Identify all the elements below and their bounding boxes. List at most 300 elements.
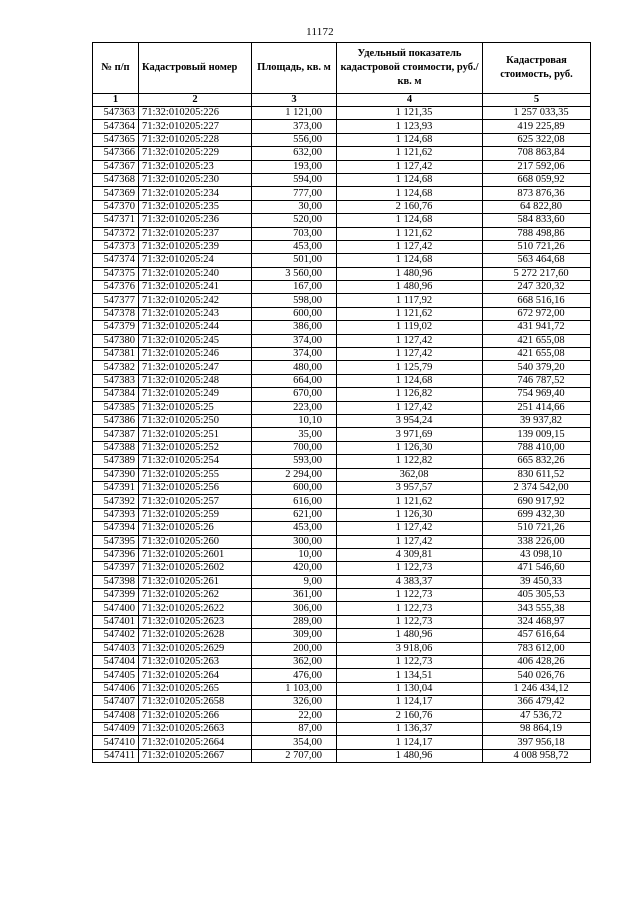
- cell-cadastral-number: 71:32:010205:234: [139, 187, 252, 200]
- cell-cadastral-number: 71:32:010205:246: [139, 348, 252, 361]
- table-row: [93, 615, 591, 628]
- cell-row-number: 547383: [93, 374, 139, 387]
- table-row: [93, 334, 591, 347]
- cell-unit-value: 1 124,17: [337, 696, 483, 709]
- cell-cadastral-value: 754 969,40: [483, 388, 591, 401]
- cell-row-number: 547372: [93, 227, 139, 240]
- table-row: [93, 267, 591, 280]
- cell-unit-value: 1 124,68: [337, 187, 483, 200]
- cell-unit-value: 4 383,37: [337, 575, 483, 588]
- table-row: [93, 441, 591, 454]
- cell-area: 361,00: [252, 589, 337, 602]
- cell-cadastral-value: 625 322,08: [483, 133, 591, 146]
- cell-cadastral-value: 540 379,20: [483, 361, 591, 374]
- cell-unit-value: 3 957,57: [337, 481, 483, 494]
- cell-area: 621,00: [252, 508, 337, 521]
- cell-area: 632,00: [252, 147, 337, 160]
- cell-row-number: 547387: [93, 428, 139, 441]
- cell-unit-value: 1 480,96: [337, 629, 483, 642]
- cell-unit-value: 1 127,42: [337, 348, 483, 361]
- table-row: [93, 307, 591, 320]
- cell-area: 193,00: [252, 160, 337, 173]
- cell-cadastral-value: 406 428,26: [483, 656, 591, 669]
- table-row: [93, 160, 591, 173]
- cell-row-number: 547364: [93, 120, 139, 133]
- cell-row-number: 547371: [93, 214, 139, 227]
- cell-area: 373,00: [252, 120, 337, 133]
- cell-cadastral-value: 421 655,08: [483, 348, 591, 361]
- cell-cadastral-value: 43 098,10: [483, 548, 591, 561]
- cell-area: 223,00: [252, 401, 337, 414]
- cell-unit-value: 1 122,73: [337, 589, 483, 602]
- cell-area: 289,00: [252, 615, 337, 628]
- cell-row-number: 547388: [93, 441, 139, 454]
- cell-area: 600,00: [252, 307, 337, 320]
- cell-area: 306,00: [252, 602, 337, 615]
- cell-unit-value: 1 119,02: [337, 321, 483, 334]
- cell-row-number: 547385: [93, 401, 139, 414]
- cell-cadastral-number: 71:32:010205:249: [139, 388, 252, 401]
- cell-cadastral-value: 397 956,18: [483, 736, 591, 749]
- column-number: 4: [337, 94, 483, 107]
- cell-area: 1 103,00: [252, 682, 337, 695]
- cell-row-number: 547368: [93, 173, 139, 186]
- cell-area: 22,00: [252, 709, 337, 722]
- cell-area: 35,00: [252, 428, 337, 441]
- table-row: [93, 481, 591, 494]
- header-area: Площадь, кв. м: [252, 43, 337, 94]
- cell-area: 2 294,00: [252, 468, 337, 481]
- table-row: [93, 495, 591, 508]
- table-row: [93, 133, 591, 146]
- cell-cadastral-number: 71:32:010205:235: [139, 200, 252, 213]
- table-row: [93, 401, 591, 414]
- cell-unit-value: 1 127,42: [337, 334, 483, 347]
- cell-row-number: 547366: [93, 147, 139, 160]
- cell-cadastral-value: 699 432,30: [483, 508, 591, 521]
- cell-row-number: 547377: [93, 294, 139, 307]
- cell-cadastral-value: 540 026,76: [483, 669, 591, 682]
- cell-cadastral-value: 39 937,82: [483, 414, 591, 427]
- table-row: [93, 147, 591, 160]
- cell-unit-value: 1 122,82: [337, 455, 483, 468]
- cell-cadastral-value: 431 941,72: [483, 321, 591, 334]
- cell-cadastral-number: 71:32:010205:248: [139, 374, 252, 387]
- cell-cadastral-value: 873 876,36: [483, 187, 591, 200]
- cell-area: 167,00: [252, 281, 337, 294]
- cell-unit-value: 1 124,68: [337, 133, 483, 146]
- cell-cadastral-value: 1 246 434,12: [483, 682, 591, 695]
- table-row: [93, 428, 591, 441]
- column-number-row: [93, 94, 591, 107]
- cell-area: 480,00: [252, 361, 337, 374]
- cell-cadastral-value: 139 009,15: [483, 428, 591, 441]
- cell-unit-value: 1 127,42: [337, 401, 483, 414]
- cell-area: 777,00: [252, 187, 337, 200]
- cell-row-number: 547400: [93, 602, 139, 615]
- cell-unit-value: 1 124,68: [337, 214, 483, 227]
- cell-unit-value: 1 134,51: [337, 669, 483, 682]
- cell-unit-value: 2 160,76: [337, 709, 483, 722]
- cell-row-number: 547401: [93, 615, 139, 628]
- table-row: [93, 548, 591, 561]
- cell-unit-value: 1 121,35: [337, 107, 483, 120]
- cell-area: 420,00: [252, 562, 337, 575]
- cell-row-number: 547396: [93, 548, 139, 561]
- cell-row-number: 547378: [93, 307, 139, 320]
- cell-unit-value: 1 121,62: [337, 227, 483, 240]
- table-row: [93, 709, 591, 722]
- cell-cadastral-number: 71:32:010205:2623: [139, 615, 252, 628]
- cell-cadastral-value: 746 787,52: [483, 374, 591, 387]
- cell-cadastral-number: 71:32:010205:254: [139, 455, 252, 468]
- table-row: [93, 508, 591, 521]
- cell-row-number: 547382: [93, 361, 139, 374]
- cell-unit-value: 362,08: [337, 468, 483, 481]
- cell-cadastral-number: 71:32:010205:256: [139, 481, 252, 494]
- cell-row-number: 547370: [93, 200, 139, 213]
- cell-area: 386,00: [252, 321, 337, 334]
- cell-unit-value: 1 122,73: [337, 656, 483, 669]
- cell-unit-value: 1 117,92: [337, 294, 483, 307]
- cell-area: 10,00: [252, 548, 337, 561]
- cell-cadastral-value: 563 464,68: [483, 254, 591, 267]
- cell-unit-value: 1 127,42: [337, 240, 483, 253]
- cell-cadastral-value: 366 479,42: [483, 696, 591, 709]
- cell-cadastral-value: 98 864,19: [483, 722, 591, 735]
- cell-unit-value: 1 480,96: [337, 267, 483, 280]
- cell-cadastral-number: 71:32:010205:25: [139, 401, 252, 414]
- cell-unit-value: 3 971,69: [337, 428, 483, 441]
- cell-cadastral-number: 71:32:010205:2602: [139, 562, 252, 575]
- cell-area: 600,00: [252, 481, 337, 494]
- cell-area: 593,00: [252, 455, 337, 468]
- table-row: [93, 214, 591, 227]
- cell-cadastral-value: 39 450,33: [483, 575, 591, 588]
- cell-unit-value: 2 160,76: [337, 200, 483, 213]
- table-row: [93, 722, 591, 735]
- cell-cadastral-number: 71:32:010205:230: [139, 173, 252, 186]
- cell-cadastral-number: 71:32:010205:227: [139, 120, 252, 133]
- cell-row-number: 547406: [93, 682, 139, 695]
- table-row: [93, 120, 591, 133]
- cell-area: 520,00: [252, 214, 337, 227]
- cell-area: 9,00: [252, 575, 337, 588]
- table-row: [93, 696, 591, 709]
- cell-row-number: 547393: [93, 508, 139, 521]
- page-number: 11172: [306, 26, 334, 38]
- table-row: [93, 187, 591, 200]
- cell-unit-value: 1 126,82: [337, 388, 483, 401]
- cell-cadastral-number: 71:32:010205:262: [139, 589, 252, 602]
- cell-cadastral-number: 71:32:010205:261: [139, 575, 252, 588]
- cell-row-number: 547373: [93, 240, 139, 253]
- cell-cadastral-number: 71:32:010205:260: [139, 535, 252, 548]
- cell-cadastral-value: 668 059,92: [483, 173, 591, 186]
- cell-row-number: 547404: [93, 656, 139, 669]
- cell-cadastral-value: 788 498,86: [483, 227, 591, 240]
- table-row: [93, 642, 591, 655]
- cell-row-number: 547367: [93, 160, 139, 173]
- cell-cadastral-value: 47 536,72: [483, 709, 591, 722]
- cell-cadastral-number: 71:32:010205:259: [139, 508, 252, 521]
- cell-cadastral-value: 830 611,52: [483, 468, 591, 481]
- cell-cadastral-value: 217 592,06: [483, 160, 591, 173]
- cell-row-number: 547408: [93, 709, 139, 722]
- table-row: [93, 749, 591, 762]
- cell-cadastral-number: 71:32:010205:2601: [139, 548, 252, 561]
- cell-row-number: 547384: [93, 388, 139, 401]
- table-row: [93, 173, 591, 186]
- cell-area: 374,00: [252, 334, 337, 347]
- cell-row-number: 547398: [93, 575, 139, 588]
- cell-unit-value: 1 122,73: [337, 562, 483, 575]
- cell-cadastral-value: 343 555,38: [483, 602, 591, 615]
- table-row: [93, 682, 591, 695]
- cell-cadastral-number: 71:32:010205:239: [139, 240, 252, 253]
- cell-row-number: 547365: [93, 133, 139, 146]
- cell-row-number: 547411: [93, 749, 139, 762]
- table-row: [93, 240, 591, 253]
- cell-area: 374,00: [252, 348, 337, 361]
- cell-unit-value: 1 124,68: [337, 374, 483, 387]
- table-row: [93, 535, 591, 548]
- cell-cadastral-number: 71:32:010205:2628: [139, 629, 252, 642]
- cell-area: 616,00: [252, 495, 337, 508]
- cell-cadastral-value: 672 972,00: [483, 307, 591, 320]
- table-row: [93, 361, 591, 374]
- cell-area: 354,00: [252, 736, 337, 749]
- cell-unit-value: 1 121,62: [337, 495, 483, 508]
- cell-cadastral-value: 419 225,89: [483, 120, 591, 133]
- cell-row-number: 547410: [93, 736, 139, 749]
- header-unit-value: Удельный показатель кадастровой стоимости, руб./кв. м: [337, 43, 483, 94]
- header-cadastral-value: Кадастровая стоимость, руб.: [483, 43, 591, 94]
- cell-unit-value: 4 309,81: [337, 548, 483, 561]
- cell-cadastral-number: 71:32:010205:23: [139, 160, 252, 173]
- cell-unit-value: 1 121,62: [337, 147, 483, 160]
- cell-area: 10,10: [252, 414, 337, 427]
- cell-unit-value: 1 480,96: [337, 749, 483, 762]
- table-row: [93, 656, 591, 669]
- cell-row-number: 547381: [93, 348, 139, 361]
- column-number: 2: [139, 94, 252, 107]
- cell-cadastral-value: 247 320,32: [483, 281, 591, 294]
- cell-area: 1 121,00: [252, 107, 337, 120]
- cell-cadastral-value: 584 833,60: [483, 214, 591, 227]
- cell-unit-value: 1 125,79: [337, 361, 483, 374]
- column-number: 1: [93, 94, 139, 107]
- cell-cadastral-value: 1 257 033,35: [483, 107, 591, 120]
- cell-cadastral-number: 71:32:010205:2667: [139, 749, 252, 762]
- cell-row-number: 547386: [93, 414, 139, 427]
- cell-row-number: 547379: [93, 321, 139, 334]
- cell-cadastral-number: 71:32:010205:2664: [139, 736, 252, 749]
- table-row: [93, 321, 591, 334]
- table-row: [93, 468, 591, 481]
- cell-area: 703,00: [252, 227, 337, 240]
- cell-unit-value: 3 954,24: [337, 414, 483, 427]
- cell-area: 598,00: [252, 294, 337, 307]
- table-row: [93, 575, 591, 588]
- cell-cadastral-number: 71:32:010205:26: [139, 522, 252, 535]
- cell-unit-value: 1 130,04: [337, 682, 483, 695]
- cell-cadastral-number: 71:32:010205:252: [139, 441, 252, 454]
- cell-row-number: 547376: [93, 281, 139, 294]
- cell-unit-value: 1 121,62: [337, 307, 483, 320]
- cell-unit-value: 1 127,42: [337, 522, 483, 535]
- cell-unit-value: 1 122,73: [337, 615, 483, 628]
- cell-cadastral-number: 71:32:010205:2629: [139, 642, 252, 655]
- cell-cadastral-number: 71:32:010205:2622: [139, 602, 252, 615]
- cell-cadastral-number: 71:32:010205:265: [139, 682, 252, 695]
- cell-unit-value: 1 124,68: [337, 173, 483, 186]
- cell-cadastral-number: 71:32:010205:263: [139, 656, 252, 669]
- table-row: [93, 522, 591, 535]
- cell-cadastral-number: 71:32:010205:236: [139, 214, 252, 227]
- cell-cadastral-number: 71:32:010205:226: [139, 107, 252, 120]
- cell-cadastral-value: 690 917,92: [483, 495, 591, 508]
- cell-row-number: 547394: [93, 522, 139, 535]
- cell-area: 453,00: [252, 522, 337, 535]
- cell-cadastral-number: 71:32:010205:237: [139, 227, 252, 240]
- cell-row-number: 547403: [93, 642, 139, 655]
- cell-area: 670,00: [252, 388, 337, 401]
- cell-area: 300,00: [252, 535, 337, 548]
- table-row: [93, 589, 591, 602]
- cell-cadastral-number: 71:32:010205:243: [139, 307, 252, 320]
- cell-area: 453,00: [252, 240, 337, 253]
- cell-unit-value: 3 918,06: [337, 642, 483, 655]
- cell-cadastral-number: 71:32:010205:251: [139, 428, 252, 441]
- table-row: [93, 348, 591, 361]
- cell-row-number: 547390: [93, 468, 139, 481]
- cell-cadastral-number: 71:32:010205:2658: [139, 696, 252, 709]
- cell-row-number: 547380: [93, 334, 139, 347]
- cell-unit-value: 1 126,30: [337, 508, 483, 521]
- cell-area: 556,00: [252, 133, 337, 146]
- cell-cadastral-number: 71:32:010205:247: [139, 361, 252, 374]
- cell-cadastral-value: 708 863,84: [483, 147, 591, 160]
- cell-cadastral-value: 668 516,16: [483, 294, 591, 307]
- cell-cadastral-number: 71:32:010205:250: [139, 414, 252, 427]
- cell-cadastral-number: 71:32:010205:242: [139, 294, 252, 307]
- cell-cadastral-value: 338 226,00: [483, 535, 591, 548]
- cell-row-number: 547389: [93, 455, 139, 468]
- cell-unit-value: 1 124,68: [337, 254, 483, 267]
- header-cadastral-number: Кадастровый номер: [139, 43, 252, 94]
- cell-area: 362,00: [252, 656, 337, 669]
- cell-cadastral-value: 405 305,53: [483, 589, 591, 602]
- column-number: 3: [252, 94, 337, 107]
- cell-row-number: 547407: [93, 696, 139, 709]
- cell-unit-value: 1 124,17: [337, 736, 483, 749]
- table-row: [93, 374, 591, 387]
- table-row: [93, 294, 591, 307]
- cell-area: 326,00: [252, 696, 337, 709]
- cell-cadastral-value: 457 616,64: [483, 629, 591, 642]
- cell-area: 3 560,00: [252, 267, 337, 280]
- cell-cadastral-value: 64 822,80: [483, 200, 591, 213]
- cell-unit-value: 1 122,73: [337, 602, 483, 615]
- cell-unit-value: 1 127,42: [337, 160, 483, 173]
- cell-cadastral-value: 665 832,26: [483, 455, 591, 468]
- table-body: [93, 107, 591, 763]
- cell-cadastral-value: 324 468,97: [483, 615, 591, 628]
- cell-area: 700,00: [252, 441, 337, 454]
- cell-cadastral-value: 251 414,66: [483, 401, 591, 414]
- cell-area: 200,00: [252, 642, 337, 655]
- cell-row-number: 547409: [93, 722, 139, 735]
- cell-area: 30,00: [252, 200, 337, 213]
- cell-row-number: 547405: [93, 669, 139, 682]
- table-row: [93, 254, 591, 267]
- table-row: [93, 107, 591, 120]
- table-row: [93, 455, 591, 468]
- cell-cadastral-number: 71:32:010205:264: [139, 669, 252, 682]
- cell-unit-value: 1 126,30: [337, 441, 483, 454]
- table-row: [93, 388, 591, 401]
- cell-area: 87,00: [252, 722, 337, 735]
- cell-unit-value: 1 480,96: [337, 281, 483, 294]
- table-row: [93, 562, 591, 575]
- cell-cadastral-number: 71:32:010205:240: [139, 267, 252, 280]
- cell-area: 594,00: [252, 173, 337, 186]
- cell-row-number: 547392: [93, 495, 139, 508]
- cell-area: 664,00: [252, 374, 337, 387]
- cell-area: 476,00: [252, 669, 337, 682]
- table-row: [93, 414, 591, 427]
- table-header-row: [93, 43, 591, 94]
- cell-cadastral-value: 788 410,00: [483, 441, 591, 454]
- table-row: [93, 227, 591, 240]
- cell-cadastral-value: 471 546,60: [483, 562, 591, 575]
- table-row: [93, 669, 591, 682]
- cell-cadastral-number: 71:32:010205:244: [139, 321, 252, 334]
- cell-cadastral-number: 71:32:010205:245: [139, 334, 252, 347]
- cell-cadastral-number: 71:32:010205:229: [139, 147, 252, 160]
- cell-cadastral-number: 71:32:010205:228: [139, 133, 252, 146]
- cell-cadastral-number: 71:32:010205:255: [139, 468, 252, 481]
- cell-unit-value: 1 127,42: [337, 535, 483, 548]
- cell-area: 309,00: [252, 629, 337, 642]
- cell-row-number: 547375: [93, 267, 139, 280]
- cell-cadastral-number: 71:32:010205:2663: [139, 722, 252, 735]
- cell-row-number: 547363: [93, 107, 139, 120]
- cell-row-number: 547399: [93, 589, 139, 602]
- table-row: [93, 736, 591, 749]
- table-row: [93, 281, 591, 294]
- cell-row-number: 547369: [93, 187, 139, 200]
- cadastral-value-table: [92, 42, 591, 763]
- cell-area: 2 707,00: [252, 749, 337, 762]
- table-row: [93, 200, 591, 213]
- cell-cadastral-number: 71:32:010205:24: [139, 254, 252, 267]
- cell-cadastral-value: 783 612,00: [483, 642, 591, 655]
- cell-cadastral-value: 4 008 958,72: [483, 749, 591, 762]
- cell-cadastral-value: 421 655,08: [483, 334, 591, 347]
- cell-row-number: 547397: [93, 562, 139, 575]
- cell-cadastral-value: 510 721,26: [483, 240, 591, 253]
- header-row-number: № п/п: [93, 43, 139, 94]
- cell-cadastral-value: 5 272 217,60: [483, 267, 591, 280]
- cell-row-number: 547402: [93, 629, 139, 642]
- cell-unit-value: 1 136,37: [337, 722, 483, 735]
- cell-row-number: 547391: [93, 481, 139, 494]
- table-row: [93, 602, 591, 615]
- cell-cadastral-number: 71:32:010205:266: [139, 709, 252, 722]
- table-row: [93, 629, 591, 642]
